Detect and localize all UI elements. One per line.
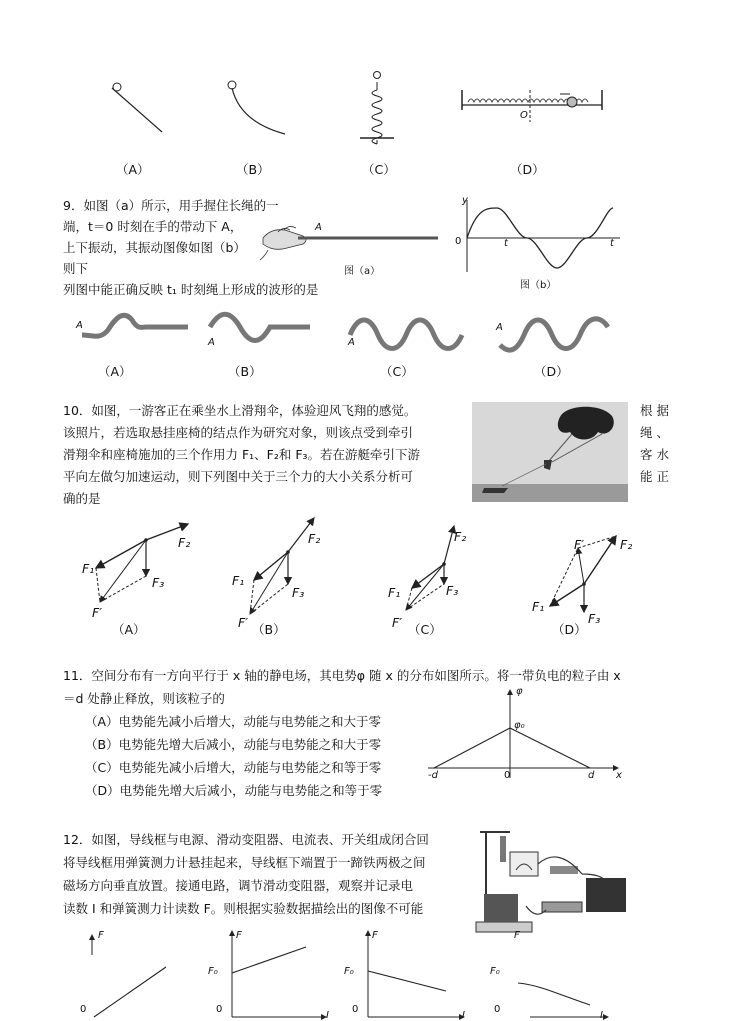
q12-b-F0: F₀ — [208, 966, 218, 977]
q10-a-f3: F₃ — [152, 575, 165, 590]
q10-line-4: 平向左做匀加速运动，则下列图中关于三个力的大小关系分析可 — [63, 469, 414, 484]
q8-d-origin-label: O — [520, 110, 528, 121]
q10-a-fp: F′ — [92, 605, 103, 620]
q11-option-a[interactable]: （A）电势能先减小后增大，动能与电势能之和大于零 — [85, 714, 382, 729]
q9-fig-a-caption: 图（a） — [344, 266, 381, 277]
q9-graph-origin: 0 — [455, 236, 462, 247]
q11-line-2: ＝d 处静止释放，则该粒子的 — [63, 691, 225, 706]
q12-d-F0: F₀ — [490, 966, 500, 977]
q9-wave-c — [350, 320, 462, 349]
q9-fig-b-caption: 图（b） — [520, 280, 557, 291]
q9-option-c[interactable]: （C） — [380, 364, 414, 379]
q10-a-f2: F₂ — [178, 535, 191, 550]
q12-d-I: I — [600, 1010, 603, 1021]
q12-d-F: F — [514, 930, 520, 941]
q9-wave-c-label: A — [348, 337, 355, 348]
q10-c-fp: F′ — [392, 615, 403, 630]
q10-right-4: 能 正 — [640, 469, 669, 484]
q10-b-f3: F₃ — [292, 585, 305, 600]
q8-fig-d — [462, 90, 602, 122]
q10-a-f1: F₁ — [82, 561, 95, 576]
q11-option-d[interactable]: （D）电势能先增大后减小，动能与电势能之和等于零 — [85, 783, 383, 798]
q10-right-1: 根 据 — [640, 403, 669, 418]
q10-option-d[interactable]: （D） — [552, 622, 587, 637]
q9-line-5: 列图中能正确反映 t₁ 时刻绳上形成的波形的是 — [63, 282, 319, 297]
q10-right-3: 客 水 — [640, 447, 669, 462]
q8-figures — [90, 60, 630, 150]
q10-diagram-b — [250, 518, 314, 614]
q9-fig-a-label: A — [315, 222, 322, 233]
q11-option-c[interactable]: （C）电势能先减小后增大，动能与电势能之和等于零 — [85, 760, 382, 775]
q9-line-1: 9．如图（a）所示，用手握住长绳的一 — [63, 198, 279, 213]
q12-c-I: I — [462, 1010, 465, 1021]
q10-d-fp: F′ — [574, 537, 585, 552]
q10-c-f3: F₃ — [446, 583, 459, 598]
q10-b-fp: F′ — [238, 615, 249, 630]
q8-fig-b — [228, 81, 285, 134]
q9-graph-x: t — [610, 238, 614, 249]
q12-line-2: 将导线框用弹簧测力计悬挂起来，导线框下端置于一蹄铁两极之间 — [63, 855, 426, 870]
q9-wave-d-label: A — [496, 322, 503, 333]
q8-option-a[interactable]: （A） — [116, 162, 150, 177]
q10-line-2: 该照片，若选取悬挂座椅的结点作为研究对象，则该点受到牵引 — [63, 425, 414, 440]
q9-option-b[interactable]: （B） — [228, 364, 262, 379]
q10-force-diagrams — [60, 510, 660, 620]
q10-d-f3: F₃ — [588, 611, 601, 626]
q12-c-F0: F₀ — [344, 966, 354, 977]
q9-graph-t1: t — [504, 238, 508, 249]
q10-c-f1: F₁ — [388, 585, 401, 600]
q10-b-f1: F₁ — [232, 573, 245, 588]
q10-parasail-photo — [472, 402, 628, 502]
q11-graph-phi: φ — [516, 686, 523, 697]
q10-diagram-a — [96, 524, 191, 602]
q12-graph-c — [368, 931, 464, 1017]
q12-b-I: I — [326, 1010, 329, 1021]
q8-option-d[interactable]: （D） — [510, 162, 545, 177]
q9-fig-a — [258, 220, 443, 262]
q11-graph-zero: 0 — [504, 770, 511, 781]
q9-line-3: 上下振动，其振动图像如图（b） — [63, 240, 246, 255]
q9-line-2: 端，t＝0 时刻在手的带动下 A， — [63, 219, 243, 234]
q9-wave-a-label: A — [76, 320, 83, 331]
q8-fig-c — [360, 72, 394, 145]
q12-graph-b — [232, 931, 326, 1017]
q10-line-3: 滑翔伞和座椅施加的三个作用力 F₁、F₂和 F₃。若在游艇牵引下游 — [63, 447, 421, 462]
q11-graph-neg-d: -d — [428, 770, 438, 781]
q9-wave-b — [210, 314, 310, 340]
q11-graph-x: x — [616, 770, 622, 781]
q8-option-b[interactable]: （B） — [236, 162, 270, 177]
q12-c-F: F — [372, 930, 378, 941]
q12-line-1: 12．如图，导线框与电源、滑动变阻器、电流表、开关组成闭合回 — [63, 832, 429, 847]
q12-graph-d — [518, 983, 608, 1017]
q10-line-1: 10．如图，一游客正在乘坐水上滑翔伞，体验迎风飞翔的感觉。 — [63, 403, 417, 418]
q11-line-1: 11．空间分布有一方向平行于 x 轴的静电场，其电势φ 随 x 的分布如图所示。将一带负电的粒子由 x — [63, 668, 621, 683]
q10-option-b[interactable]: （B） — [252, 622, 286, 637]
q12-a-zero: 0 — [80, 1004, 87, 1015]
q8-fig-a — [112, 83, 162, 132]
q9-wave-b-label: A — [208, 337, 215, 348]
q10-right-2: 绳 、 — [640, 425, 669, 440]
q10-line-5: 确的是 — [63, 491, 101, 506]
q10-d-f1: F₁ — [532, 599, 545, 614]
q9-wave-d — [500, 319, 608, 350]
q12-c-zero: 0 — [352, 1004, 359, 1015]
q9-fig-b — [455, 196, 625, 276]
q9-wave-options — [70, 305, 630, 365]
q10-d-f2: F₂ — [620, 537, 633, 552]
q12-graph-a — [92, 935, 166, 1017]
q9-option-d[interactable]: （D） — [534, 364, 569, 379]
q10-option-a[interactable]: （A） — [112, 622, 146, 637]
q9-line-4: 则下 — [63, 261, 89, 276]
q9-wave-a — [82, 315, 188, 336]
q10-option-c[interactable]: （C） — [408, 622, 442, 637]
q9-option-a[interactable]: （A） — [98, 364, 132, 379]
q11-option-b[interactable]: （B）电势能先增大后减小，动能与电势能之和大于零 — [85, 737, 382, 752]
q10-c-f2: F₂ — [454, 529, 467, 544]
q12-d-zero: 0 — [494, 1004, 501, 1015]
q11-graph-d: d — [588, 770, 595, 781]
q12-b-F: F — [236, 930, 242, 941]
q9-graph-y: y — [462, 195, 468, 206]
q12-line-4: 读数 I 和弹簧测力计读数 F。则根据实验数据描绘出的图像不可能 — [63, 901, 424, 916]
q10-b-f2: F₂ — [308, 531, 321, 546]
q8-option-c[interactable]: （C） — [362, 162, 396, 177]
q12-b-zero: 0 — [216, 1004, 223, 1015]
q12-line-3: 磁场方向垂直放置。接通电路，调节滑动变阻器，观察并记录电 — [63, 878, 414, 893]
q12-a-F: F — [98, 930, 104, 941]
q12-apparatus-figure — [466, 826, 642, 940]
q11-graph-phi0: φ₀ — [514, 720, 525, 731]
